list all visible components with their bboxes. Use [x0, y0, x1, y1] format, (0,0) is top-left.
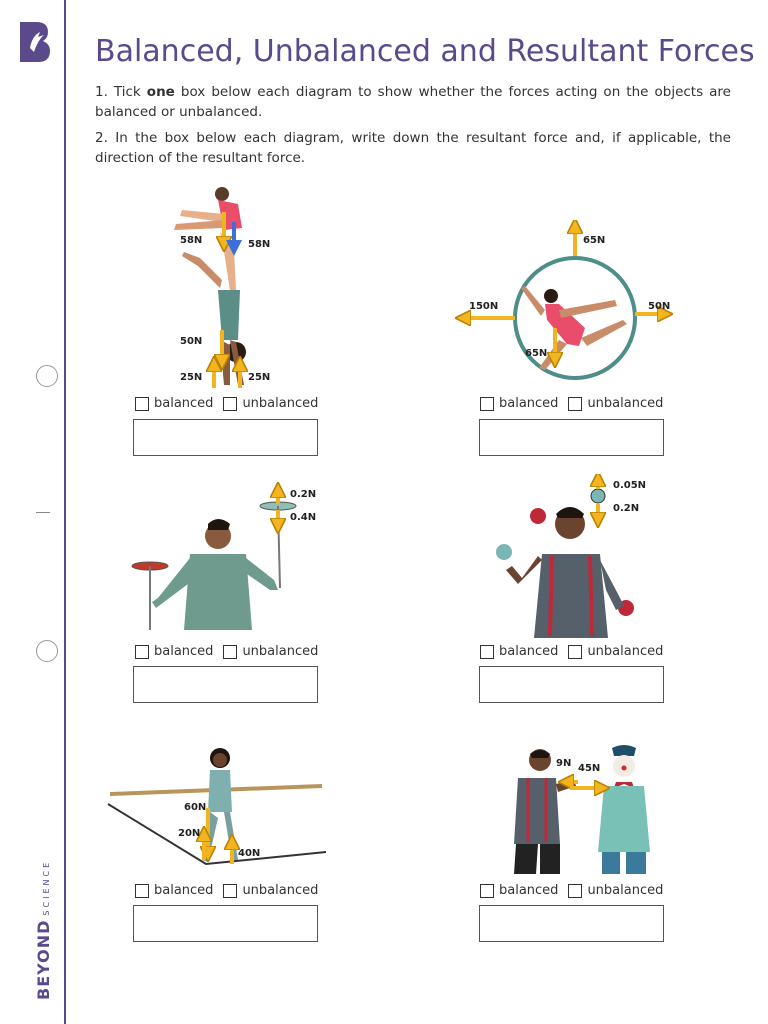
force-label: 58N: [248, 239, 271, 250]
force-label: 150N: [469, 301, 499, 312]
answer-box[interactable]: [479, 666, 664, 703]
beyond-logo-icon: [14, 18, 52, 66]
unbalanced-checkbox[interactable]: [568, 645, 582, 659]
answer-options: [135, 396, 328, 415]
answer-box[interactable]: [133, 905, 318, 942]
answer-options: [135, 883, 328, 902]
instruction-1: 1. Tick one box below each diagram to show whether the forces acting on the objects are balanced or unbalanced.: [95, 84, 731, 120]
answer-box[interactable]: [479, 905, 664, 942]
juggler-illustration: [478, 474, 668, 640]
punch-hole-bottom: [36, 640, 58, 662]
answer-options: [480, 396, 673, 415]
unbalanced-checkbox[interactable]: [568, 884, 582, 898]
force-label: 25N: [180, 372, 203, 383]
force-label: 0.2N: [613, 503, 640, 514]
force-label: 65N: [525, 348, 548, 359]
unbalanced-option[interactable]: unbalanced: [568, 883, 663, 898]
unbalanced-option[interactable]: unbalanced: [223, 396, 318, 411]
balanced-option[interactable]: balanced: [480, 396, 558, 411]
balanced-option[interactable]: balanced: [135, 883, 213, 898]
unbalanced-checkbox[interactable]: [568, 397, 582, 411]
balanced-checkbox[interactable]: [480, 645, 494, 659]
balanced-option[interactable]: balanced: [135, 396, 213, 411]
answer-options: [480, 883, 673, 902]
balanced-option[interactable]: balanced: [135, 644, 213, 659]
force-label: 0.4N: [290, 512, 317, 523]
balanced-checkbox[interactable]: [480, 884, 494, 898]
ringmaster-and-clown-illustration: [490, 744, 680, 876]
brand-word: BEYOND: [34, 919, 53, 1000]
margin-line: [64, 0, 66, 1024]
unbalanced-option[interactable]: unbalanced: [223, 883, 318, 898]
aerial-hoop-illustration: [455, 220, 675, 390]
balanced-checkbox[interactable]: [135, 397, 149, 411]
force-label: 45N: [578, 763, 601, 774]
force-label: 60N: [184, 802, 207, 813]
brand-sub: SCIENCE: [42, 859, 51, 916]
force-label: 50N: [648, 301, 671, 312]
force-label: 58N: [180, 235, 203, 246]
balanced-option[interactable]: balanced: [480, 644, 558, 659]
balanced-checkbox[interactable]: [480, 397, 494, 411]
unbalanced-checkbox[interactable]: [223, 884, 237, 898]
force-label: 9N: [556, 758, 572, 769]
instruction-2: 2. In the box below each diagram, write down the resultant force and, if applicable, the direction of the resultant force.: [95, 130, 731, 166]
punch-hole-top: [36, 365, 58, 387]
force-label: 65N: [583, 235, 606, 246]
tightrope-walker-illustration: [106, 742, 332, 868]
force-label: 20N: [178, 828, 201, 839]
force-label: 50N: [180, 336, 203, 347]
page-title: Balanced, Unbalanced and Resultant Forces: [95, 34, 755, 69]
brand-wordmark: [34, 860, 53, 1000]
answer-box[interactable]: [479, 419, 664, 456]
balanced-checkbox[interactable]: [135, 645, 149, 659]
balanced-checkbox[interactable]: [135, 884, 149, 898]
answer-box[interactable]: [133, 419, 318, 456]
unbalanced-checkbox[interactable]: [223, 397, 237, 411]
unbalanced-option[interactable]: unbalanced: [568, 644, 663, 659]
unbalanced-option[interactable]: unbalanced: [223, 644, 318, 659]
fold-mark: [36, 512, 50, 513]
force-label: 0.2N: [290, 489, 317, 500]
plate-spinner-illustration: [128, 480, 328, 640]
unbalanced-option[interactable]: unbalanced: [568, 396, 663, 411]
answer-box[interactable]: [133, 666, 318, 703]
force-label: 0.05N: [613, 480, 647, 491]
answer-options: [135, 644, 328, 663]
force-label: 40N: [238, 848, 261, 859]
unbalanced-checkbox[interactable]: [223, 645, 237, 659]
acrobats-illustration: [150, 180, 290, 390]
balanced-option[interactable]: balanced: [480, 883, 558, 898]
force-label: 25N: [248, 372, 271, 383]
answer-options: [480, 644, 673, 663]
